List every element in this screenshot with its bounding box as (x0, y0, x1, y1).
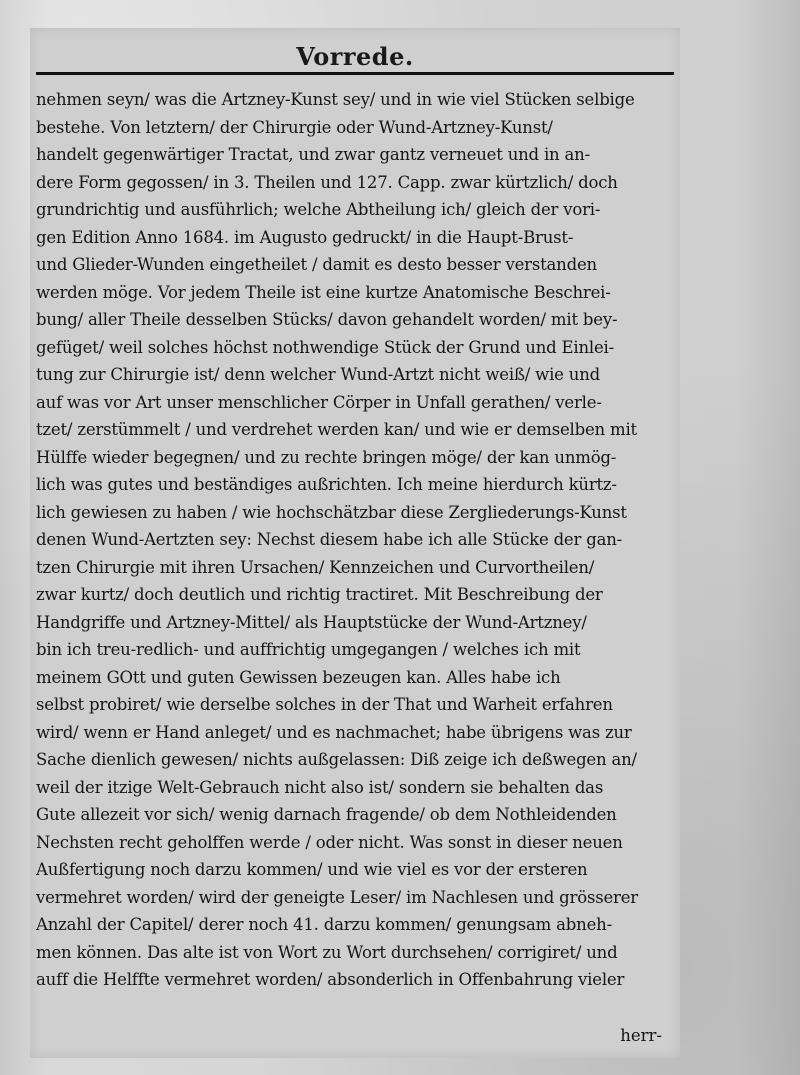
body-text-line: Gute allezeit vor sich/ wenig darnach fragende/ ob dem Nothleidenden (36, 805, 617, 824)
body-text-line: Handgriffe und Artzney-Mittel/ als Hauptstücke der Wund-Artzney/ (36, 612, 587, 632)
body-text-line: tung zur Chirurgie ist/ denn welcher Wund-Artzt nicht weiß/ wie und (36, 365, 601, 384)
catchword: herr- (620, 1026, 662, 1045)
body-text-line: auff die Helffte vermehret worden/ absonderlich in Offenbahrung vieler (36, 970, 625, 989)
body-text-line: handelt gegenwärtiger Tractat, und zwar gantz verneuet und in an- (36, 145, 590, 164)
body-text-line: bestehe. Von letztern/ der Chirurgie oder Wund-Artzney-Kunst/ (36, 117, 553, 137)
body-text-line: nehmen seyn/ was die Artzney-Kunst sey/ und in wie viel Stücken selbige (36, 90, 635, 109)
body-text-line: lich gewiesen zu haben / wie hochschätzbar diese Zergliederungs-Kunst (36, 502, 627, 522)
header-rule (36, 72, 674, 75)
body-text-line: werden möge. Vor jedem Theile ist eine kurtze Anatomische Beschrei- (36, 282, 611, 302)
body-text-line: meinem GOtt und guten Gewissen bezeugen kan. Alles habe ich (36, 667, 561, 687)
body-text-line: Anzahl der Capitel/ derer noch 41. darzu kommen/ genungsam abneh- (36, 915, 612, 934)
body-text-line: lich was gutes und beständiges außrichten. Ich meine hierdurch kürtz- (36, 475, 617, 494)
body-text-line: Nechsten recht geholffen werde / oder nicht. Was sonst in dieser neuen (36, 832, 623, 852)
body-text-line: wird/ wenn er Hand anleget/ und es nachmachet; habe übrigens was zur (36, 722, 632, 742)
body-text-line: bung/ aller Theile desselben Stücks/ davon gehandelt worden/ mit bey- (36, 310, 618, 329)
body-text-line: Sache dienlich gewesen/ nichts außgelassen: Diß zeige ich deßwegen an/ (36, 750, 637, 769)
body-text-line: denen Wund-Aertzten sey: Nechst diesem habe ich alle Stücke der gan- (36, 530, 623, 549)
body-text-block (36, 86, 676, 994)
body-text-line: tzen Chirurgie mit ihren Ursachen/ Kennzeichen und Curvortheilen/ (36, 557, 595, 577)
page-header-title: Vorrede. (296, 42, 414, 71)
body-text-line: vermehret worden/ wird der geneigte Leser/ im Nachlesen und grösserer (36, 887, 638, 907)
book-page (30, 28, 680, 1058)
body-text-line: grundrichtig und ausführlich; welche Abtheilung ich/ gleich der vori- (36, 200, 601, 219)
body-text-line: gefüget/ weil solches höchst nothwendige Stück der Grund und Einlei- (36, 337, 614, 357)
body-text-line: men können. Das alte ist von Wort zu Wort durchsehen/ corrigiret/ und (36, 942, 618, 962)
body-text-line: Hülffe wieder begegnen/ und zu rechte bringen möge/ der kan unmög- (36, 447, 617, 467)
body-text-line: weil der itzige Welt-Gebrauch nicht also ist/ sondern sie behalten das (36, 777, 604, 797)
body-text-line: tzet/ zerstümmelt / und verdrehet werden kan/ und wie er demselben mit (36, 420, 637, 439)
body-text-line: selbst probiret/ wie derselbe solches in der That und Warheit erfahren (36, 695, 613, 714)
body-text-line: bin ich treu-redlich- und auffrichtig umgegangen / welches ich mit (36, 640, 581, 659)
body-text-line: und Glieder-Wunden eingetheilet / damit es desto besser verstanden (36, 255, 597, 274)
body-text-line: dere Form gegossen/ in 3. Theilen und 127. Capp. zwar kürtzlich/ doch (36, 172, 618, 192)
body-text-line: gen Edition Anno 1684. im Augusto gedruckt/ in die Haupt-Brust- (36, 227, 574, 247)
body-text-line: Außfertigung noch darzu kommen/ und wie viel es vor der ersteren (36, 860, 588, 879)
body-text-line: zwar kurtz/ doch deutlich und richtig tractiret. Mit Beschreibung der (36, 585, 603, 604)
body-text-line: auf was vor Art unser menschlicher Cörper in Unfall gerathen/ verle- (36, 392, 602, 412)
